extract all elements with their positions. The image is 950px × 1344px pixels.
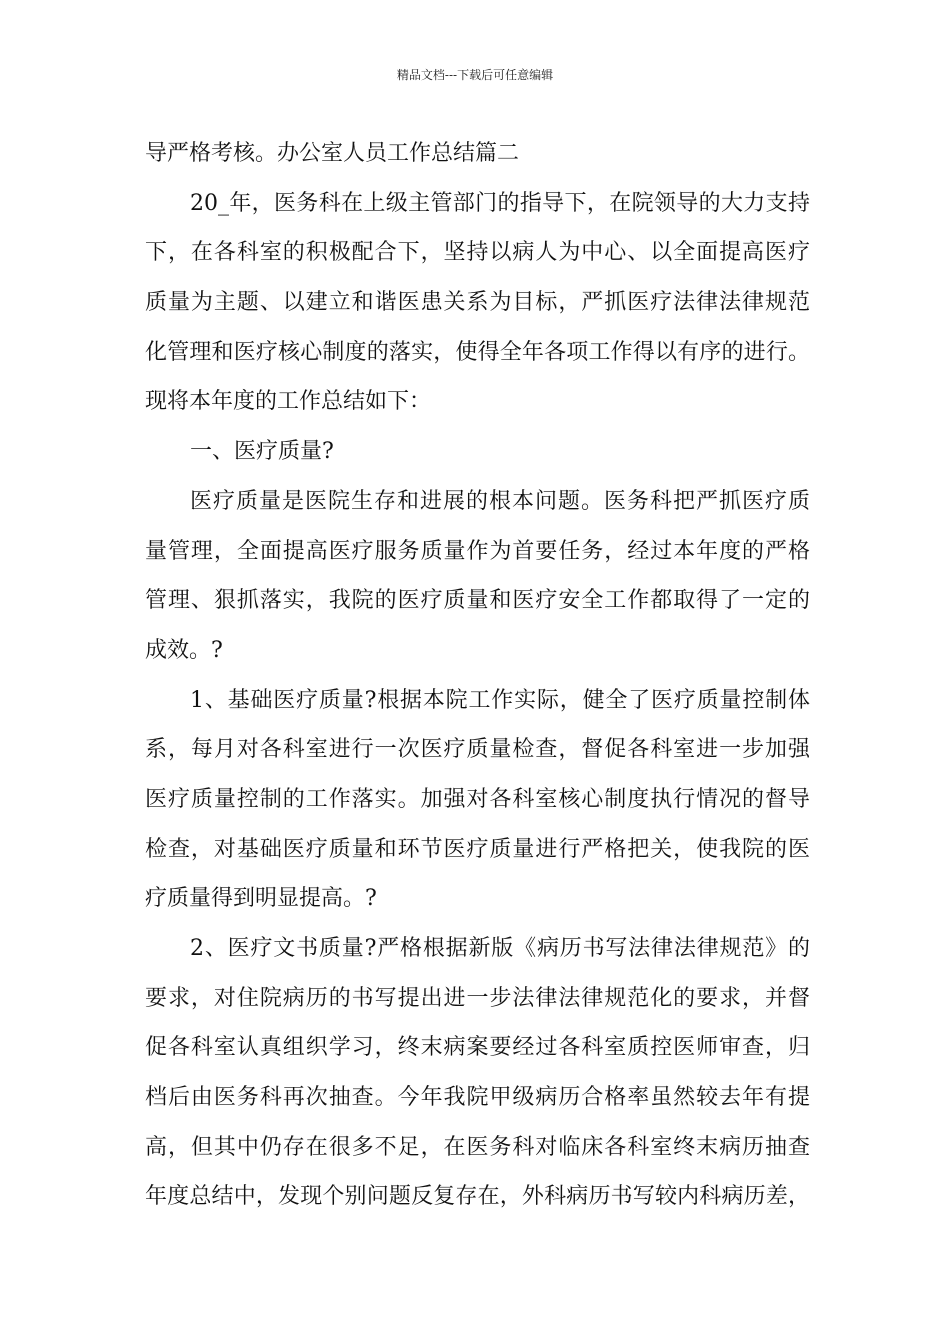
text-line: 医疗质量是医院生存和进展的根本问题。医务科把严抓医疗质 xyxy=(190,488,810,514)
text-line: 医疗质量控制的工作落实。加强对各科室核心制度执行情况的督导 xyxy=(145,786,810,812)
text-line: 促各科室认真组织学习，终末病案要经过各科室质控医师审查，归 xyxy=(145,1035,810,1061)
text-line: 高，但其中仍存在很多不足，在医务科对临床各科室终末病历抽查 xyxy=(145,1134,810,1160)
text-line: 检查，对基础医疗质量和环节医疗质量进行严格把关，使我院的医 xyxy=(145,836,810,862)
text-line: 20_年，医务科在上级主管部门的指导下，在院领导的大力支持 xyxy=(190,190,810,216)
text-line: 疗质量得到明显提高。? xyxy=(145,886,377,912)
text-line: 质量为主题、以建立和谐医患关系为目标，严抓医疗法律法律规范 xyxy=(145,290,810,316)
text-line: 量管理，全面提高医疗服务质量作为首要任务，经过本年度的严格 xyxy=(145,538,810,564)
text-line: 2、医疗文书质量?严格根据新版《病历书写法律法律规范》的 xyxy=(190,936,810,961)
text-line: 下，在各科室的积极配合下，坚持以病人为中心、以全面提高医疗 xyxy=(145,240,810,266)
page-header: 精品文档---下载后可任意编辑 xyxy=(396,68,554,82)
text-line: 系，每月对各科室进行一次医疗质量检查，督促各科室进一步加强 xyxy=(145,737,810,763)
text-line: 一、医疗质量? xyxy=(190,439,334,465)
text-line: 成效。? xyxy=(145,637,223,663)
text-line: 档后由医务科再次抽查。今年我院甲级病历合格率虽然较去年有提 xyxy=(145,1085,810,1111)
text-line: 年度总结中，发现个别问题反复存在，外科病历书写较内科病历差， xyxy=(145,1184,810,1210)
text-line: 导严格考核。办公室人员工作总结篇二 xyxy=(145,141,520,166)
text-line: 化管理和医疗核心制度的落实，使得全年各项工作得以有序的进行。 xyxy=(145,339,810,365)
text-line: 1、基础医疗质量?根据本院工作实际，健全了医疗质量控制体 xyxy=(190,687,810,713)
text-line: 要求，对住院病历的书写提出进一步法律法律规范化的要求，并督 xyxy=(145,985,810,1011)
text-line: 现将本年度的工作总结如下： xyxy=(145,389,432,415)
document-body xyxy=(145,129,810,1222)
text-line: 管理、狠抓落实，我院的医疗质量和医疗安全工作都取得了一定的 xyxy=(145,588,810,614)
